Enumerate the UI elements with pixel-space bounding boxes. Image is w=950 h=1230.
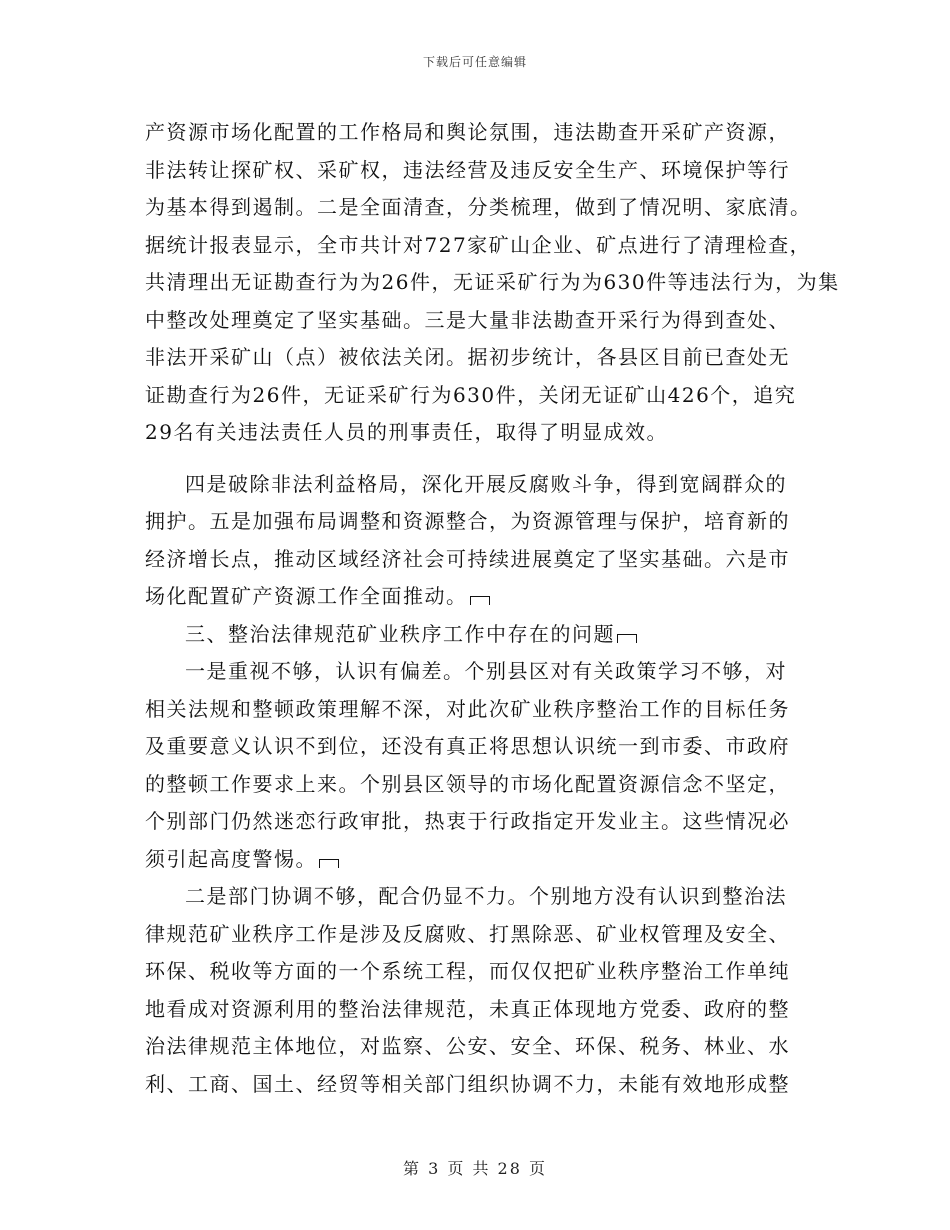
text-line: 律规范矿业秩序工作是涉及反腐败、打黑除恶、矿业权管理及安全、: [145, 921, 790, 946]
paragraph-mark-icon: [319, 859, 339, 868]
text-line: 29名有关违法责任人员的刑事责任，取得了明显成效。: [145, 420, 668, 444]
text-line: 四是破除非法利益格局，深化开展反腐败斗争，得到宽阔群众的: [185, 471, 787, 496]
text-line-content: 须引起高度警惕。: [145, 846, 317, 871]
text-line-content: 场化配置矿产资源工作全面推动。: [145, 584, 468, 608]
text-line: 一是重视不够，认识有偏差。个别县区对有关政策学习不够，对: [185, 659, 787, 683]
text-line: 二是部门协调不够，配合仍显不力。个别地方没有认识到整治法: [185, 884, 787, 908]
text-line: 治法律规范主体地位，对监察、公安、安全、环保、税务、林业、水: [145, 1034, 790, 1058]
text-line: 非法转让探矿权、采矿权，违法经营及违反安全生产、环境保护等行: [145, 157, 790, 182]
text-line: 个别部门仍然迷恋行政审批，热衷于行政指定开发业主。这些情况必: [145, 809, 790, 833]
document-body: [145, 114, 840, 1103]
text-line: [145, 841, 813, 879]
text-line: 为基本得到遏制。二是全面清查，分类梳理，做到了情况明、家底清。: [145, 195, 812, 219]
text-line: 经济增长点，推动区域经济社会可持续进展奠定了坚实基础。六是市: [145, 546, 790, 571]
section-heading-text: 三、整治法律规范矿业秩序工作中存在的问题: [185, 621, 615, 646]
text-line: 地看成对资源利用的整治法律规范，未真正体现地方党委、政府的整: [145, 996, 790, 1021]
text-line: 据统计报表显示，全市共计对727家矿山企业、矿点进行了清理检查，: [145, 232, 812, 257]
page-footer: 第 3 页 共 28 页: [403, 1159, 547, 1178]
text-line: 利、工商、国土、经贸等相关部门组织协调不力，未能有效地形成整: [145, 1071, 790, 1096]
text-line: 共清理出无证勘查行为为26件，无证采矿行为为630件等违法行为，为集: [145, 270, 840, 294]
text-line: 中整改处理奠定了坚实基础。三是大量非法勘查开采行为得到查处、: [145, 307, 790, 332]
page-header: 下载后可任意编辑: [422, 55, 527, 69]
text-line: 环保、税收等方面的一个系统工程，而仅仅把矿业秩序整治工作单纯: [145, 959, 790, 983]
text-line: 非法开采矿山（点）被依法关闭。据初步统计，各县区目前已查处无: [145, 345, 790, 369]
paragraph-mark-icon: [617, 634, 637, 643]
paragraph-mark-icon: [470, 596, 490, 605]
text-line: 产资源市场化配置的工作格局和舆论氛围，违法勘查开采矿产资源，: [145, 120, 790, 144]
text-line: 拥护。五是加强布局调整和资源整合，为资源管理与保护，培育新的: [145, 509, 790, 533]
section-heading: [145, 616, 813, 654]
text-line: 证勘查行为26件，无证采矿行为630件，关闭无证矿山426个，追究: [145, 382, 797, 407]
text-line: 相关法规和整顿政策理解不深，对此次矿业秩序整治工作的目标任务: [145, 696, 790, 721]
text-line: 的整顿工作要求上来。个别县区领导的市场化配置资源信念不坚定，: [145, 771, 790, 796]
text-line: [145, 578, 813, 616]
text-line: 及重要意义认识不到位，还没有真正将思想认识统一到市委、市政府: [145, 734, 790, 758]
